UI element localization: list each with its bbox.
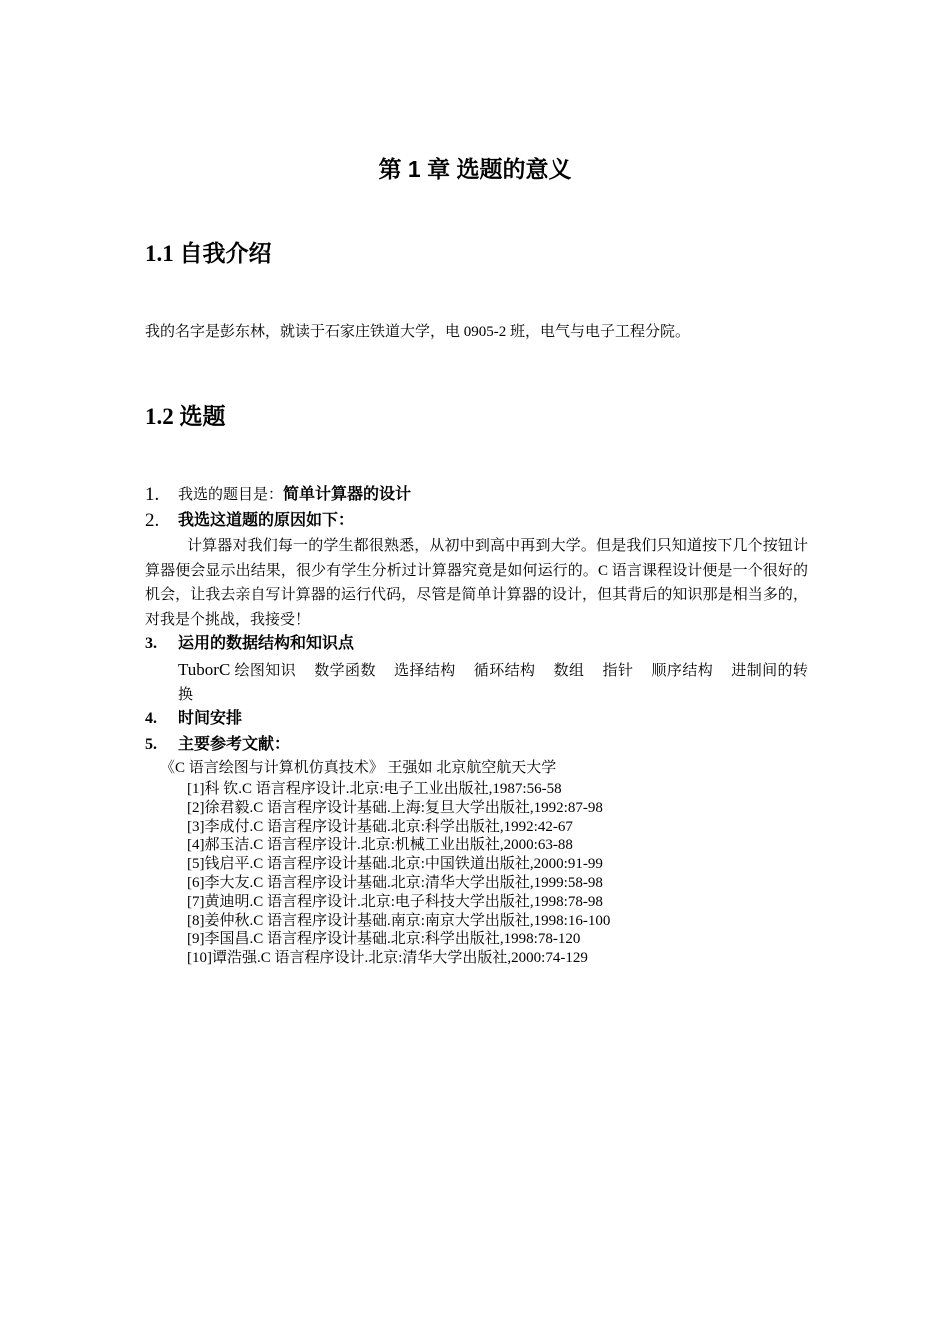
knowledge-topic: 数组 xyxy=(553,663,585,679)
reference-list xyxy=(187,780,610,968)
knowledge-label: 运用的数据结构和知识点 xyxy=(178,635,355,652)
section-heading-topic: 1.2 选题 xyxy=(145,404,226,429)
reference-item: [9]李国昌.C 语言程序设计基础.北京:科学出版社,1998:78-120 xyxy=(187,931,581,948)
list-number-5: 5. xyxy=(145,736,157,753)
knowledge-topic: 选择结构 xyxy=(394,663,456,679)
list-number-4: 4. xyxy=(145,710,157,727)
knowledge-topic: 顺序结构 xyxy=(651,663,714,679)
knowledge-topic: 循环结构 xyxy=(473,663,536,679)
reference-item: [2]徐君毅.C 语言程序设计基础.上海:复旦大学出版社,1992:87-98 xyxy=(187,799,603,816)
reference-item: [7]黄迪明.C 语言程序设计.北京:电子科技大学出版社,1998:78-98 xyxy=(187,893,603,910)
chapter-title: 第 1 章 选题的意义 xyxy=(378,156,572,182)
knowledge-topic: 数学函数 xyxy=(314,663,376,679)
self-intro-text: 我的名字是彭东林，就读于石家庄铁道大学，电 0905-2 班，电气与电子工程分院。 xyxy=(145,324,690,340)
topic-value: 简单计算器的设计 xyxy=(283,486,412,503)
schedule-label: 时间安排 xyxy=(178,710,243,727)
reason-label: 我选这道题的原因如下： xyxy=(178,512,355,529)
reason-paragraph: 计算器对我们每一的学生都很熟悉，从初中到高中再到大学。但是我们只知道按下几个按钮计算器便会显示出结果，很少有学生分析过计算器究竟是如何运行的。C 语言课程设计便是一个很好的机会，让我去亲自写计算器的运行代码，尽管是简单计算器的设计，但其背后的知识那是相当多的，对我是个挑战，我接受！ xyxy=(145,538,808,628)
list-number-1: 1. xyxy=(145,484,160,505)
knowledge-topic: 进制间的转换 xyxy=(178,663,808,703)
reference-item: [3]李成付.C 语言程序设计基础.北京:科学出版社,1992:42-67 xyxy=(187,818,573,835)
knowledge-topic: 指针 xyxy=(602,663,634,679)
list-item-topic xyxy=(178,483,411,507)
reference-item: [5]钱启平.C 语言程序设计基础.北京:中国铁道出版社,2000:91-99 xyxy=(187,856,603,873)
reference-item: [4]郝玉洁.C 语言程序设计.北京:机械工业出版社,2000:63-88 xyxy=(187,837,573,854)
list-number-2: 2. xyxy=(145,510,160,531)
knowledge-lead: TuborC xyxy=(178,660,231,679)
references-label: 主要参考文献： xyxy=(178,736,291,753)
reference-item: [10]谭浩强.C 语言程序设计.北京:清华大学出版社,2000:74-129 xyxy=(187,950,588,967)
knowledge-topic: 绘图知识 xyxy=(234,663,297,679)
knowledge-list xyxy=(178,658,808,707)
list-number-3: 3. xyxy=(145,635,157,652)
main-reference-book: 《C 语言绘图与计算机仿真技术》 王强如 北京航空航天大学 xyxy=(160,760,557,776)
reference-item: [1]科 钦.C 语言程序设计.北京:电子工业出版社,1987:56-58 xyxy=(187,781,562,797)
reference-item: [8]姜仲秋.C 语言程序设计基础.南京:南京大学出版社,1998:16-100 xyxy=(187,912,611,929)
reference-item: [6]李大友.C 语言程序设计基础.北京:清华大学出版社,1999:58-98 xyxy=(187,874,603,891)
topic-label: 我选的题目是： xyxy=(178,487,284,503)
section-heading-self-intro: 1.1 自我介绍 xyxy=(145,241,272,266)
